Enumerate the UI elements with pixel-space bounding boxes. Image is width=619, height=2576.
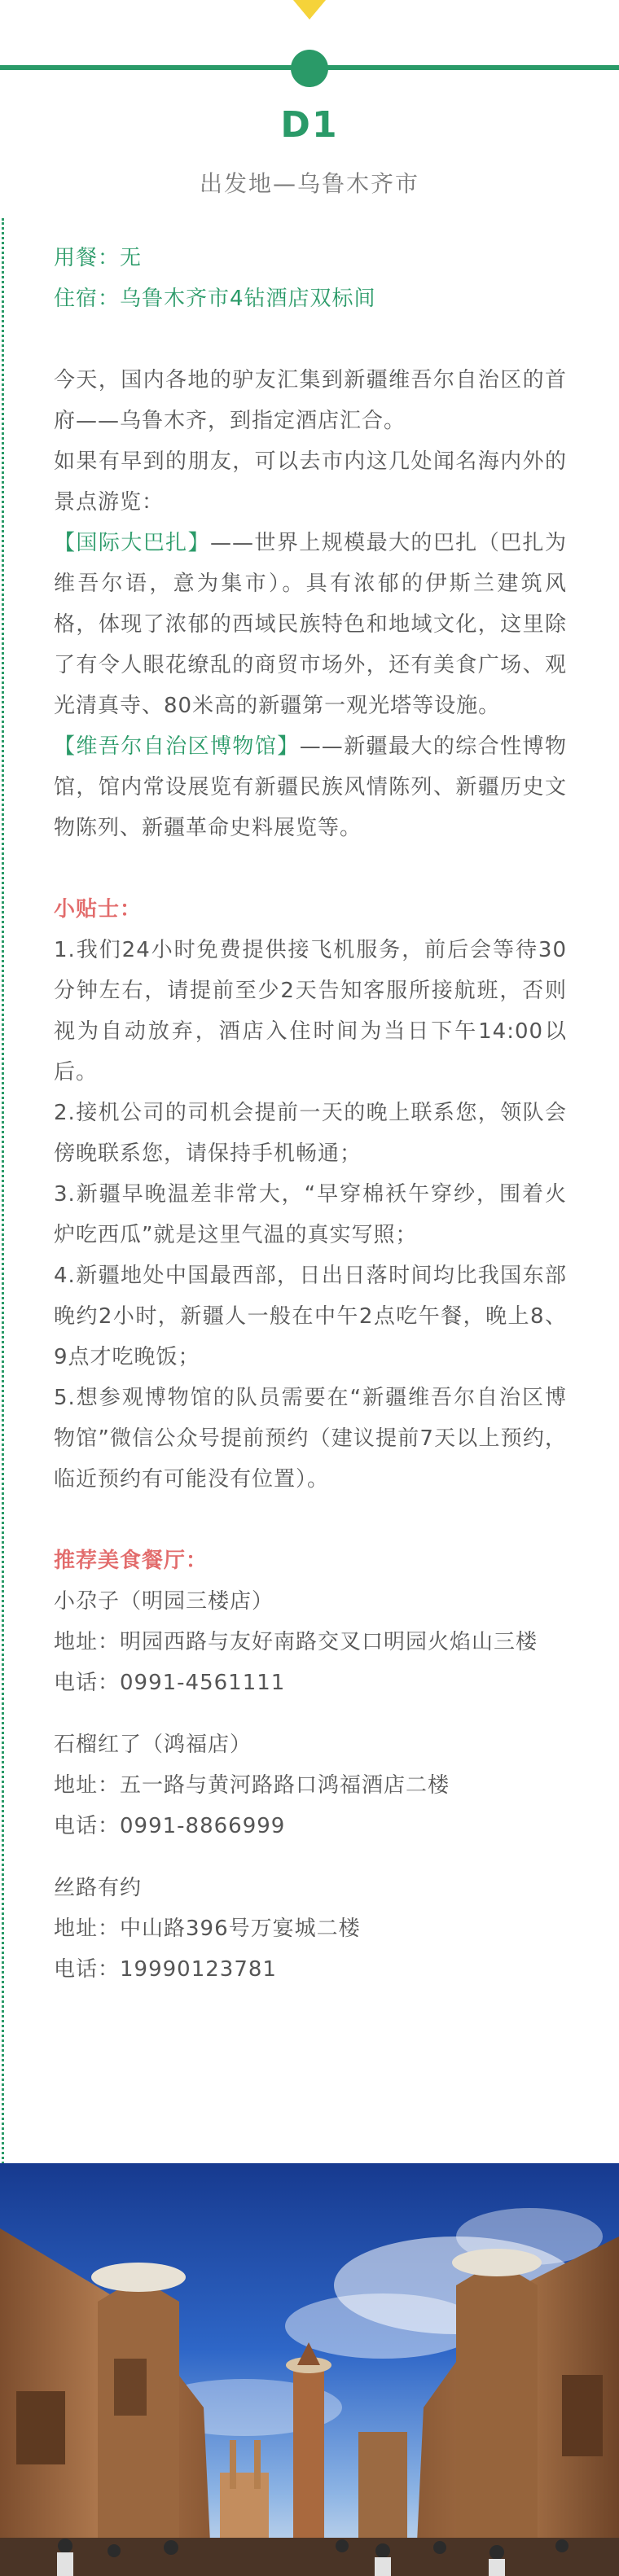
spot-museum: [54, 726, 567, 848]
intro-paragraph-1: 今天，国内各地的驴友汇集到新疆维吾尔自治区的首府——乌鲁木齐，到指定酒店汇合。: [54, 368, 567, 433]
lodging-value: 乌鲁木齐市4钻酒店双标间: [120, 287, 376, 311]
restaurant-phone: 电话：0991-8866999: [54, 1814, 286, 1838]
tip-item: 3.新疆早晚温差非常大，“早穿棉袄午穿纱，围着火炉吃西瓜”就是这里气温的真实写照；: [54, 1182, 567, 1247]
divider-dot-icon: [291, 50, 328, 87]
spot-bazaar-name: 【国际大巴扎】: [54, 531, 210, 555]
meals-label: 用餐：: [54, 246, 121, 270]
tip-item: 2.接机公司的司机会提前一天的晚上联系您，领队会傍晚联系您，请保持手机畅通；: [54, 1101, 567, 1166]
intro-paragraph-2: 如果有早到的朋友，可以去市内这几处闻名海内外的景点游览：: [54, 449, 567, 515]
day-content: [54, 238, 567, 1990]
tip-item: 1.我们24小时免费提供接飞机服务，前后会等待30分钟左右，请提前至少2天告知客服所接航班，否则视为自动放弃，酒店入住时间为当日下午14:00以后。: [54, 938, 567, 1084]
meals-value: 无: [120, 246, 143, 270]
tip-item: 4.新疆地处中国最西部，日出日落时间均比我国东部晚约2小时，新疆人一般在中午2点吃午餐，晚上8、9点才吃晚饭；: [54, 1264, 567, 1369]
meals-line: [54, 238, 567, 278]
lodging-label: 住宿：: [54, 287, 121, 311]
tips-heading: 小贴士：: [54, 897, 143, 922]
top-arrow-icon: [293, 0, 326, 20]
grand-bazaar-photo: [0, 2163, 619, 2576]
restaurants-heading: 推荐美食餐厅：: [54, 1549, 209, 1573]
restaurant-name: 小尕子（明园三楼店）: [54, 1589, 274, 1614]
lodging-line: [54, 278, 567, 319]
restaurant-address: 地址：明园西路与友好南路交叉口明园火焰山三楼: [54, 1630, 538, 1654]
day-title: D1: [280, 104, 339, 146]
spot-museum-name: 【维吾尔自治区博物馆】: [54, 734, 300, 759]
spot-bazaar-desc: ——世界上规模最大的巴扎（巴扎为维吾尔语，意为集市）。具有浓郁的伊斯兰建筑风格，体现了浓郁的西域民族特色和地域文化，这里除了有令人眼花缭乱的商贸市场外，还有美食广场、观光清真寺、80米高的新疆第一观光塔等设施。: [54, 531, 567, 718]
route-subtitle: 出发地—乌鲁木齐市: [199, 170, 419, 197]
spot-bazaar: [54, 523, 567, 726]
tip-item: 5.想参观博物馆的队员需要在“新疆维吾尔自治区博物馆”微信公众号提前预约（建议提前7天以上预约，临近预约有可能没有位置）。: [54, 1386, 567, 1492]
side-dotted-border: [2, 218, 4, 2164]
bazaar-scene-illustration: [0, 2163, 619, 2576]
restaurant-address: 地址：五一路与黄河路路口鸿福酒店二楼: [54, 1773, 450, 1798]
restaurant-phone: 电话：19990123781: [54, 1957, 277, 1982]
restaurant-address: 地址：中山路396号万宴城二楼: [54, 1917, 361, 1941]
restaurant-name: 石榴红了（鸿福店）: [54, 1733, 252, 1757]
spot-museum-desc: ——新疆最大的综合性博物馆，馆内常设展览有新疆民族风情陈列、新疆历史文物陈列、新疆革命史料展览等。: [54, 734, 567, 840]
restaurant-name: 丝路有约: [54, 1876, 143, 1900]
restaurant-phone: 电话：0991-4561111: [54, 1671, 286, 1695]
